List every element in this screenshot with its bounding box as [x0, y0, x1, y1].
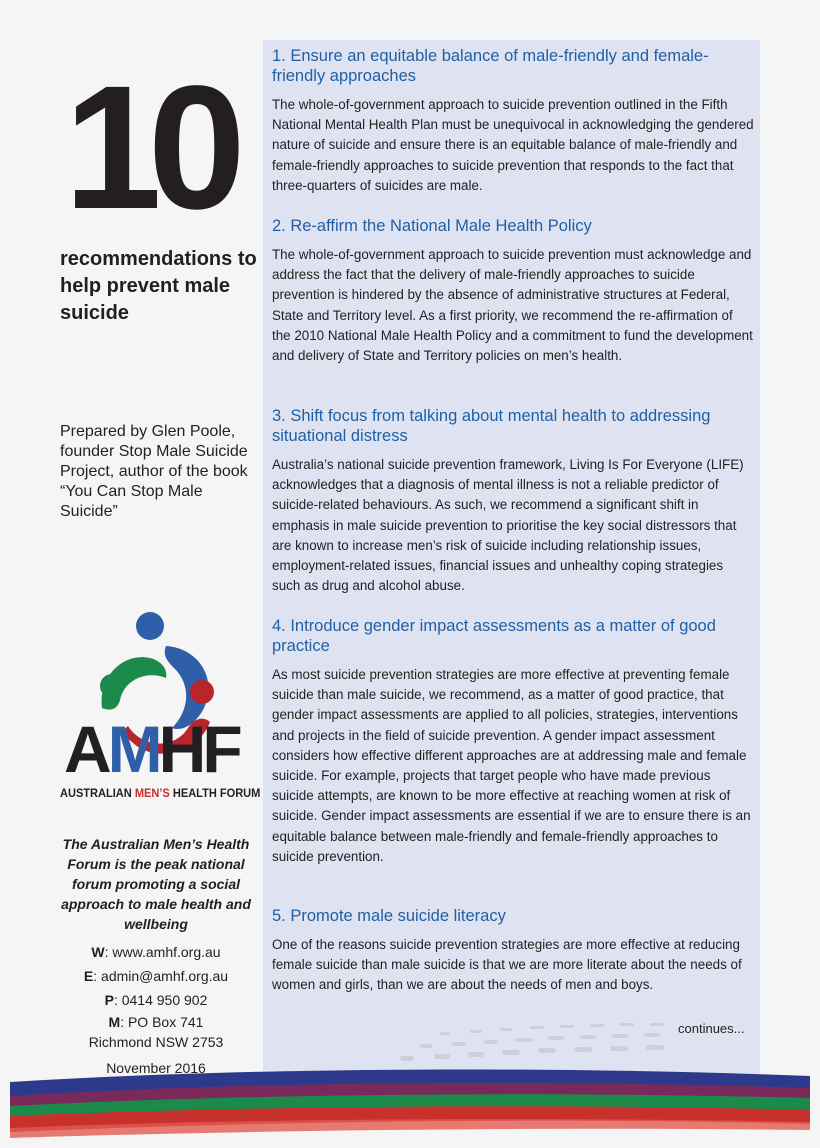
headline: recommendations to help prevent male suicide [60, 248, 257, 324]
contact-web: W: www.amhf.org.au [91, 944, 221, 960]
forum-description: The Australian Men’s Health Forum is the peak national forum promoting a social approach to male health and wellbeing [61, 836, 251, 932]
recommendation-1 [272, 46, 754, 196]
publication-date: November 2016 [106, 1060, 206, 1076]
recommendation-body: Australia’s national suicide prevention framework, Living Is For Everyone (LIFE) acknowledges that a diagnosis of mental illness is not a reliable predictor of suicide-related behaviours. As such, we recommend a significant shift in emphasis in male suicide prevention to prioritise the key social distressors that are known to increase men’s risk of suicide including relationship issues, employment-related issues, financial issues and unhealthy coping strategies such as drug and alcohol abuse. [272, 457, 744, 594]
logo-green-head [100, 674, 124, 698]
recommendation-heading: 3. Shift focus from talking about mental health to addressing situational distress [272, 407, 711, 445]
amhf-subtitle: AUSTRALIAN MEN’S HEALTH FORUM [60, 786, 261, 800]
big-number: 10 [64, 50, 232, 246]
continues-label: continues... [678, 1021, 745, 1036]
recommendation-heading: 5. Promote male suicide literacy [272, 907, 506, 925]
recommendation-3 [272, 406, 754, 596]
recommendation-2 [272, 216, 754, 366]
recommendation-body: One of the reasons suicide prevention strategies are more effective at reducing female suicide than male suicide is that we are more literate about the needs of women and girls, than we are about the needs of men and boys. [272, 937, 742, 993]
prepared-by: Prepared by Glen Poole, founder Stop Male Suicide Project, author of the book “You Can Stop Male Suicide” [60, 423, 248, 520]
amhf-wordmark: AMHF [64, 712, 239, 786]
recommendation-heading: 2. Re-affirm the National Male Health Policy [272, 217, 592, 235]
recommendation-body: The whole-of-government approach to suicide prevention outlined in the Fifth National Mental Health Plan must be unequivocal in acknowledging the gendered nature of suicide and ensure there is an equitable balance of male-friendly and female-friendly approaches to suicide prevention that responds to the fact that three-quarters of suicides are male. [272, 97, 754, 193]
recommendation-5 [272, 906, 754, 996]
contact-email: E: admin@amhf.org.au [83, 968, 229, 984]
contact-mail: M: PO Box 741 Richmond NSW 2753 [88, 1014, 224, 1050]
recommendation-body: As most suicide prevention strategies are more effective at preventing female suicide than male suicide, we recommend, as a matter of good practice, that gender impact assessments are applied to all policies, strategies, interventions and projects in the field of suicide prevention. A gender impact assessment considers how effective different approaches are at addressing male and female suicide. For example, projects that target people who have made previous suicide attempts, are known to be more effective at reaching women at risk of suicide. Gender impact assessments are essential if we are to ensure there is an equitable balance between male-friendly and female-friendly approaches to suicide prevention. [272, 667, 751, 864]
sidebar [0, 0, 262, 1148]
logo-blue-head [136, 612, 164, 640]
recommendation-heading: 4. Introduce gender impact assessments as a matter of good practice [272, 617, 716, 655]
decorative-swoosh [0, 1020, 820, 1148]
contact-phone: P: 0414 950 902 [104, 992, 208, 1008]
recommendation-heading: 1. Ensure an equitable balance of male-friendly and female-friendly approaches [272, 47, 709, 85]
recommendation-4 [272, 616, 754, 867]
logo-red-head [190, 680, 214, 704]
recommendation-body: The whole-of-government approach to suicide prevention must acknowledge and address the fact that the delivery of male-friendly approaches to suicide prevention is hindered by the absence of administrative structures at Federal, State and Territory level. As a first priority, we recommend the re-affirmation of the 2010 National Male Health Policy and a commitment to fund the development and delivery of State and Territory policies on men’s health. [272, 247, 753, 364]
